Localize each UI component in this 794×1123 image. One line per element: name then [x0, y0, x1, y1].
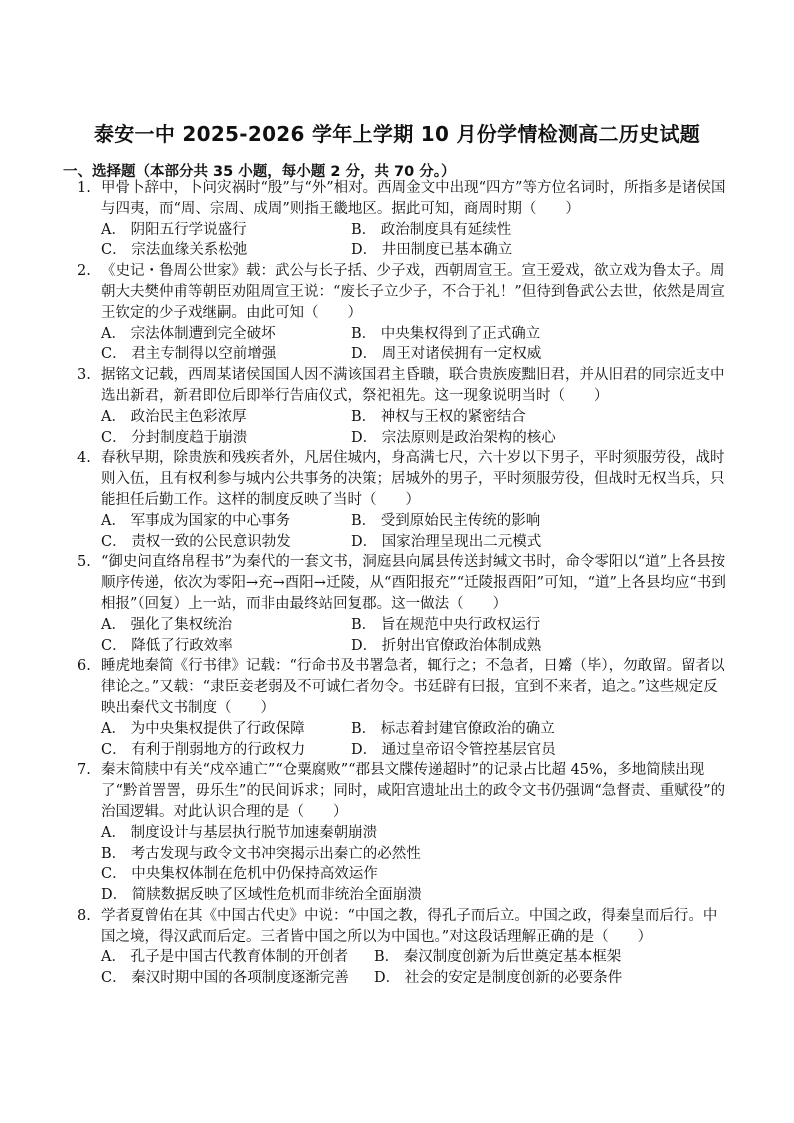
- question-stem: 春秋早期，除贵族和残疾者外，凡居住城内，身高满七尺，六十岁以下男子，平时须服劳役，战时则入伍，且有权利参与城内公共事务的决策；居城外的男子，平时须服劳役，但战时无权当兵，只能担任后勤工作。这样的制度反映了当时（ ）: [101, 450, 725, 508]
- option-b: B． 秦汉制度创新为后世奠定基本框架: [374, 949, 622, 966]
- option-b: B． 政治制度具有延续性: [351, 221, 512, 238]
- option-c: C． 君主专制得以空前增强: [101, 346, 277, 363]
- question-number: 8.: [77, 907, 91, 924]
- option-d: D． 周王对诸侯拥有一定权威: [351, 346, 542, 363]
- question-8: [77, 906, 727, 989]
- option-d: D． 折射出官僚政治体制成熟: [351, 637, 542, 654]
- option-c: C． 分封制度趋于崩溃: [101, 429, 248, 446]
- option-c: C． 有利于削弱地方的行政权力: [101, 741, 306, 758]
- question-stem: 睡虎地秦简《行书律》记载：“行命书及书署急者，辄行之；不急者，日觱（毕），勿敢留。留者以律论之。”又载：“隶臣妾老弱及不可诚仁者勿令。书廷辟有曰报，宜到不来者，追之。”这些规定反映出秦代文书制度（ ）: [101, 658, 725, 716]
- option-list: [77, 324, 727, 366]
- option-list: [77, 511, 727, 553]
- option-a: A． 制度设计与基层执行脱节加速秦朝崩溃: [101, 824, 378, 841]
- question-stem: 据铭文记载，西周某诸侯国国人因不满该国君主昏聩，联合贵族废黜旧君，并从旧君的同宗近支中选出新君，新君即位后即举行告庙仪式，祭祀祖先。这一现象说明当时（ ）: [101, 367, 725, 404]
- question-4: [77, 448, 727, 552]
- option-list: [77, 719, 727, 761]
- option-c: C． 责权一致的公民意识勃发: [101, 533, 291, 550]
- question-stem: 《史记・鲁周公世家》载：武公与长子括、少子戏，西朝周宣王。宣王爱戏，欲立戏为鲁太子。周朝大夫樊仲甫等朝臣劝阻周宣王说：“废长子立少子，不合于礼！”但待到鲁武公去世，依然是周宣王钦定的少子戏继嗣。由此可知（ ）: [101, 263, 725, 321]
- option-d: D． 通过皇帝诏令管控基层官员: [351, 741, 556, 758]
- option-a: A． 强化了集权统治: [101, 616, 233, 633]
- question-number: 5.: [77, 554, 91, 571]
- option-c: C． 中央集权体制在危机中仍保持高效运作: [101, 866, 378, 883]
- option-c: C． 秦汉时期中国的各项制度逐渐完善: [101, 970, 349, 987]
- question-stem: 学者夏曾佑在其《中国古代史》中说：“中国之教，得孔子而后立。中国之政，得秦皇而后行。中国之境，得汉武而后定。三者皆中国之所以为中国也。”对这段话理解正确的是（ ）: [101, 907, 718, 945]
- option-b: B． 神权与王权的紧密结合: [351, 408, 526, 425]
- option-a: A． 宗法体制遭到完全破坏: [101, 325, 276, 342]
- option-c: C． 宗法血缘关系松弛: [101, 242, 248, 259]
- option-d: D． 简牍数据反映了区域性危机而非统治全面崩溃: [101, 887, 422, 904]
- question-list: [77, 178, 727, 989]
- option-d: D． 社会的安定是制度创新的必要条件: [374, 970, 623, 987]
- option-b: B． 旨在规范中央行政权运行: [351, 616, 541, 633]
- option-d: D． 宗法原则是政治架构的核心: [351, 429, 556, 446]
- question-number: 7.: [77, 762, 91, 779]
- question-1: [77, 178, 727, 261]
- question-2: [77, 261, 727, 365]
- exam-title: 泰安一中 2025-2026 学年上学期 10 月份学情检测高二历史试题: [93, 122, 701, 146]
- question-number: 3.: [77, 367, 91, 384]
- question-stem: “御史问直络帛程书”为秦代的一套文书，洞庭县向属县传送封缄文书时，命令零阳以“道”上各县按顺序传递，依次为零阳→充→酉阳→迁陵，从“酉阳报充”“迁陵报酉阳”可知，“道”上各县均应“书到相报”（回复）上一站，而非由最终站回复郡。这一做法（ ）: [101, 554, 726, 612]
- option-list: [77, 615, 727, 657]
- question-3: [77, 365, 727, 448]
- question-number: 1.: [77, 180, 91, 196]
- question-6: [77, 656, 727, 760]
- option-a: A． 为中央集权提供了行政保障: [101, 720, 305, 737]
- option-a: A． 政治民主色彩浓厚: [101, 408, 247, 425]
- option-list: [77, 823, 727, 906]
- option-d: D． 国家治理呈现出二元模式: [351, 533, 542, 550]
- question-7: [77, 760, 727, 906]
- question-number: 2.: [77, 263, 91, 280]
- question-stem: 甲骨卜辞中，卜问灾祸时“殷”与“外”相对。西周金文中出现“四方”等方位名词时，所指多是诸侯国与四夷，而“周、宗周、成周”则指王畿地区。据此可知，商周时期（ ）: [101, 180, 726, 217]
- option-a: A． 阴阳五行学说盛行: [101, 221, 247, 238]
- question-5: [77, 552, 727, 656]
- option-d: D． 井田制度已基本确立: [351, 242, 513, 259]
- option-b: B． 受到原始民主传统的影响: [351, 512, 541, 529]
- option-list: [77, 947, 727, 989]
- question-stem: 秦末简牍中有关“戍卒逋亡”“仓粟腐败”“郡县文牒传递超时”的记录占比超 45%，多地简牍出现了“黔首詈詈，毋乐生”的民间诉求；同时，咸阳宫遗址出土的政令文书仍强调“急督责、重赋役”的治国逻辑。对此认识合理的是（ ）: [101, 762, 726, 820]
- option-a: A． 孔子是中国古代教育体制的开创者: [101, 949, 349, 966]
- option-c: C． 降低了行政效率: [101, 637, 233, 654]
- option-list: [77, 220, 727, 262]
- option-list: [77, 407, 727, 449]
- option-b: B． 标志着封建官僚政治的确立: [351, 720, 555, 737]
- option-b: B． 考古发现与政令文书冲突揭示出秦亡的必然性: [101, 845, 421, 862]
- option-a: A． 军事成为国家的中心事务: [101, 512, 291, 529]
- section-heading: 一、选择题（本部分共 35 小题，每小题 2 分，共 70 分。）: [63, 164, 456, 180]
- question-number: 4.: [77, 450, 91, 467]
- question-number: 6.: [77, 658, 91, 675]
- option-b: B． 中央集权得到了正式确立: [351, 325, 541, 342]
